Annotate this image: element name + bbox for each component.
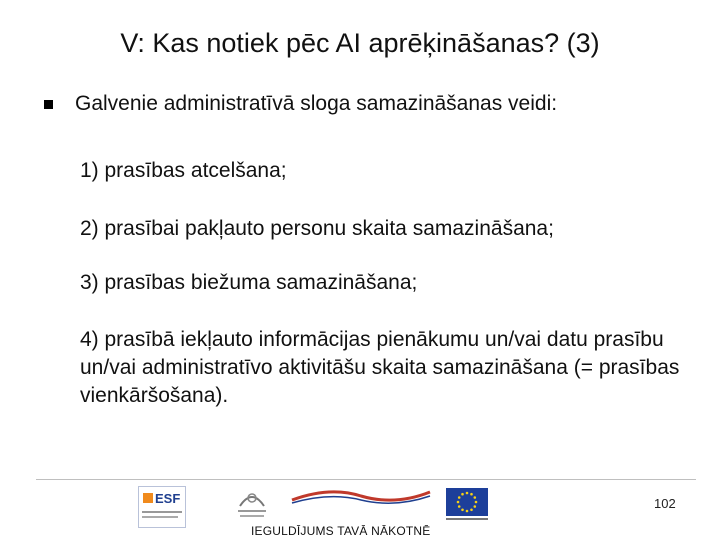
slide-title: V: Kas notiek pēc AI aprēķināšanas? (3) (120, 28, 600, 58)
footer-divider (36, 479, 696, 480)
esf-logo: ESF (138, 486, 186, 528)
list-item: 4) prasībā iekļauto informācijas pienākumu un/vai datu prasību un/vai administratīvo aktivitāšu skaita samazināšana (= prasības vienkāršošana). (80, 328, 680, 407)
bullet-item (44, 92, 557, 116)
bullet-text: Galvenie administratīvā sloga samazināšanas veidi: (75, 92, 558, 115)
ministry-logo (232, 484, 272, 524)
list-item: 3) prasības biežuma samazināšana; (80, 271, 418, 294)
square-bullet-icon (44, 100, 53, 109)
list-item: 2) prasībai pakļauto personu skaita samazināšana; (80, 217, 554, 240)
page-number: 102 (654, 496, 676, 511)
eu-flag-logo (446, 488, 488, 516)
eu-stars-icon (446, 488, 488, 516)
list-item: 1) prasības atcelšana; (80, 159, 287, 182)
footer-slogan: IEGULDĪJUMS TAVĀ NĀKOTNĒ (251, 524, 431, 538)
esf-mark-icon (143, 493, 153, 503)
fund-logo (290, 488, 432, 508)
